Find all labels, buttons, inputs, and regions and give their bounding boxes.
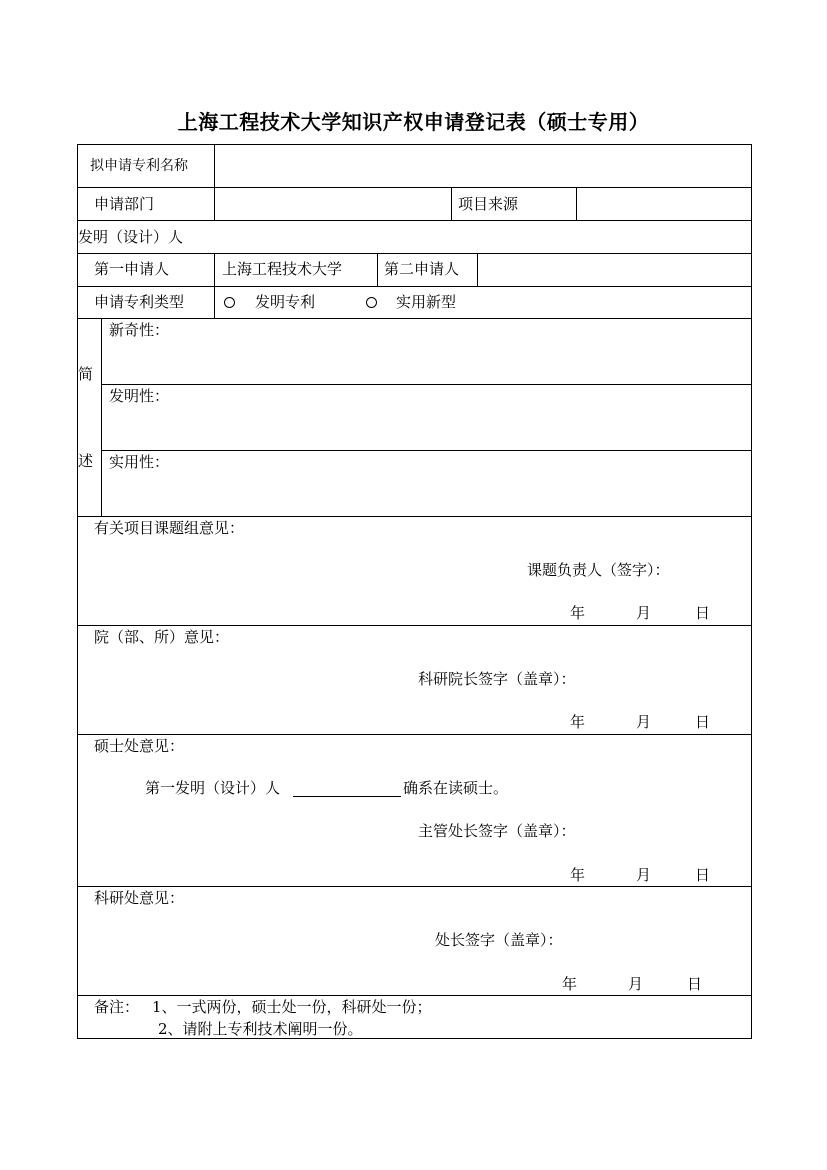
form-title: 上海工程技术大学知识产权申请登记表（硕士专用） <box>177 110 650 134</box>
novelty-label: 新奇性： <box>109 321 170 339</box>
row-divider <box>77 625 752 626</box>
invention-patent-option-label: 发明专利 <box>255 293 316 311</box>
row-divider <box>77 516 752 517</box>
utility-label: 实用性： <box>109 453 170 471</box>
inventor-confirm-suffix: 确系在读硕士。 <box>403 779 509 797</box>
col-divider <box>214 253 215 286</box>
col-divider <box>377 253 378 286</box>
master-office-date-day: 日 <box>695 866 711 884</box>
notes-label: 备注： <box>94 998 140 1016</box>
summary-side-label-top: 简 <box>78 365 94 383</box>
second-applicant-label: 第二申请人 <box>384 260 460 278</box>
first-applicant-label: 第一申请人 <box>94 260 170 278</box>
first-applicant-value[interactable]: 上海工程技术大学 <box>222 260 343 278</box>
col-divider <box>451 187 452 220</box>
utility-model-option-label: 实用新型 <box>396 293 457 311</box>
master-office-opinion-label: 硕士处意见： <box>94 737 185 755</box>
group-date-day: 日 <box>695 604 711 622</box>
department-label: 申请部门 <box>94 195 155 213</box>
college-date-month: 月 <box>636 713 652 731</box>
col-divider <box>576 187 577 220</box>
patent-name-label: 拟申请专利名称 <box>90 158 188 174</box>
utility-model-radio[interactable] <box>366 297 377 308</box>
summary-side-label-bottom: 述 <box>78 452 94 470</box>
group-date-year: 年 <box>570 604 586 622</box>
row-divider <box>77 253 752 254</box>
row-divider <box>77 734 752 735</box>
college-date-year: 年 <box>570 713 586 731</box>
inventor-label: 发明（设计）人 <box>78 228 184 246</box>
research-office-signature-label: 处长签字（盖章）： <box>435 931 563 949</box>
row-divider <box>101 384 752 385</box>
college-date-day: 日 <box>695 713 711 731</box>
department-field[interactable] <box>222 195 442 213</box>
research-office-date-day: 日 <box>687 975 703 993</box>
research-office-date-month: 月 <box>628 975 644 993</box>
patent-name-field[interactable] <box>222 157 742 175</box>
inventor-name-blank[interactable] <box>293 796 401 797</box>
college-opinion-label: 院（部、所）意见： <box>94 628 230 646</box>
inventiveness-label: 发明性： <box>109 387 170 405</box>
patent-type-label: 申请专利类型 <box>94 293 185 311</box>
research-office-date-year: 年 <box>562 975 578 993</box>
col-divider <box>214 286 215 318</box>
project-source-field[interactable] <box>584 195 744 213</box>
row-divider <box>77 886 752 887</box>
second-applicant-field[interactable] <box>484 260 744 278</box>
master-office-date-year: 年 <box>570 866 586 884</box>
col-divider <box>214 144 215 187</box>
row-divider <box>77 220 752 221</box>
invention-patent-radio[interactable] <box>224 297 235 308</box>
row-divider <box>77 187 752 188</box>
col-divider <box>101 318 102 516</box>
project-source-label: 项目来源 <box>458 195 519 213</box>
row-divider <box>77 318 752 319</box>
row-divider <box>101 450 752 451</box>
notes-line-2: 2、请附上专利技术阐明一份。 <box>158 1020 363 1038</box>
group-signature-label: 课题负责人（签字）： <box>527 561 670 579</box>
inventor-field[interactable] <box>222 228 742 246</box>
notes-line-1: 1、一式两份，硕士处一份，科研处一份； <box>152 998 432 1016</box>
row-divider <box>77 995 752 996</box>
master-office-date-month: 月 <box>636 866 652 884</box>
research-office-opinion-label: 科研处意见： <box>94 889 185 907</box>
inventor-confirm-prefix: 第一发明（设计）人 <box>145 779 281 797</box>
group-date-month: 月 <box>636 604 652 622</box>
college-signature-label: 科研院长签字（盖章）： <box>418 670 576 688</box>
col-divider <box>477 253 478 286</box>
col-divider <box>214 187 215 220</box>
group-opinion-label: 有关项目课题组意见： <box>94 519 245 537</box>
master-office-signature-label: 主管处长签字（盖章）： <box>418 822 576 840</box>
row-divider <box>77 286 752 287</box>
